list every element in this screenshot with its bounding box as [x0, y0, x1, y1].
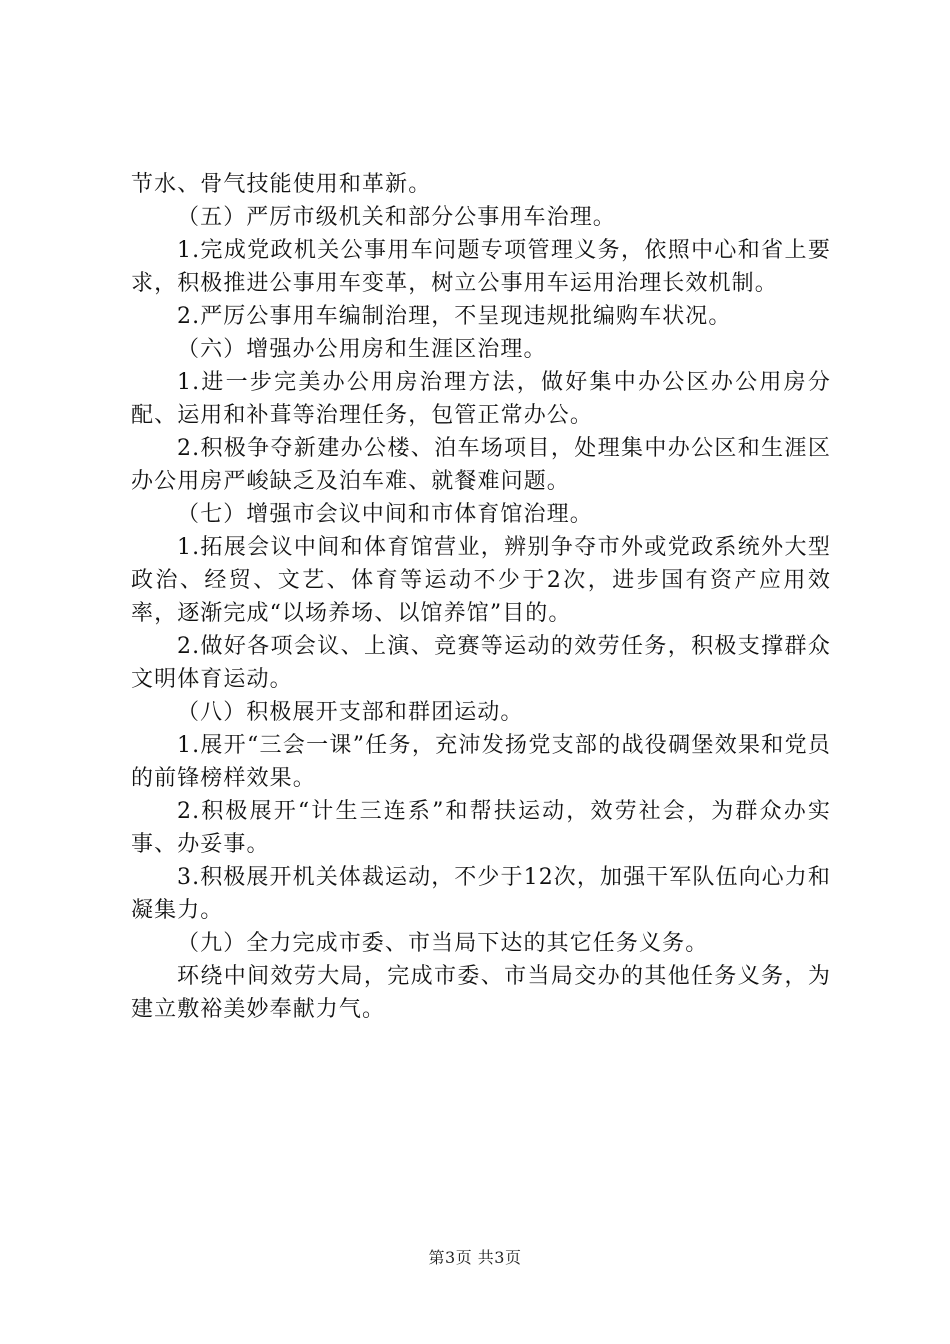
paragraph: 2.严厉公事用车编制治理，不呈现违规批编购车状况。 [177, 304, 732, 329]
paragraph: 1.拓展会议中间和体育馆营业，辨别争夺市外或党政系统外大型政治、经贸、文艺、体育等运动不少于2次，进步国有资产应用效率，逐渐完成“以场养场、以馆养馆”目的。 [131, 535, 831, 626]
document-body [131, 168, 831, 1026]
paragraph: 环绕中间效劳大局，完成市委、市当局交办的其他任务义务，为建立敷裕美妙奉献力气。 [131, 964, 831, 1022]
section-heading-5: （五）严厉市级机关和部分公事用车治理。 [177, 205, 616, 230]
page-number-footer: 第3页 共3页 [428, 1248, 522, 1267]
section-heading-6: （六）增强办公用房和生涯区治理。 [177, 337, 547, 362]
paragraph: 2.做好各项会议、上演、竞赛等运动的效劳任务，积极支撑群众文明体育运动。 [131, 634, 831, 692]
section-heading-9: （九）全力完成市委、市当局下达的其它任务义务。 [177, 931, 709, 956]
paragraph: 3.积极展开机关体裁运动，不少于12次，加强干军队伍向心力和凝集力。 [131, 865, 831, 923]
paragraph: 2.积极展开“计生三连系”和帮扶运动，效劳社会，为群众办实事、办妥事。 [131, 799, 831, 857]
section-heading-7: （七）增强市会议中间和市体育馆治理。 [177, 502, 593, 527]
section-heading-8: （八）积极展开支部和群团运动。 [177, 700, 524, 725]
paragraph: 1.展开“三会一课”任务，充沛发扬党支部的战役碉堡效果和党员的前锋榜样效果。 [131, 733, 831, 791]
paragraph: 1.进一步完美办公用房治理方法，做好集中办公区办公用房分配、运用和补葺等治理任务，包管正常办公。 [131, 370, 831, 428]
paragraph: 节水、骨气技能使用和革新。 [131, 172, 432, 197]
paragraph: 2.积极争夺新建办公楼、泊车场项目，处理集中办公区和生涯区办公用房严峻缺乏及泊车难、就餐难问题。 [131, 436, 831, 494]
paragraph: 1.完成党政机关公事用车问题专项管理义务，依照中心和省上要求，积极推进公事用车变革，树立公事用车运用治理长效机制。 [131, 238, 831, 296]
